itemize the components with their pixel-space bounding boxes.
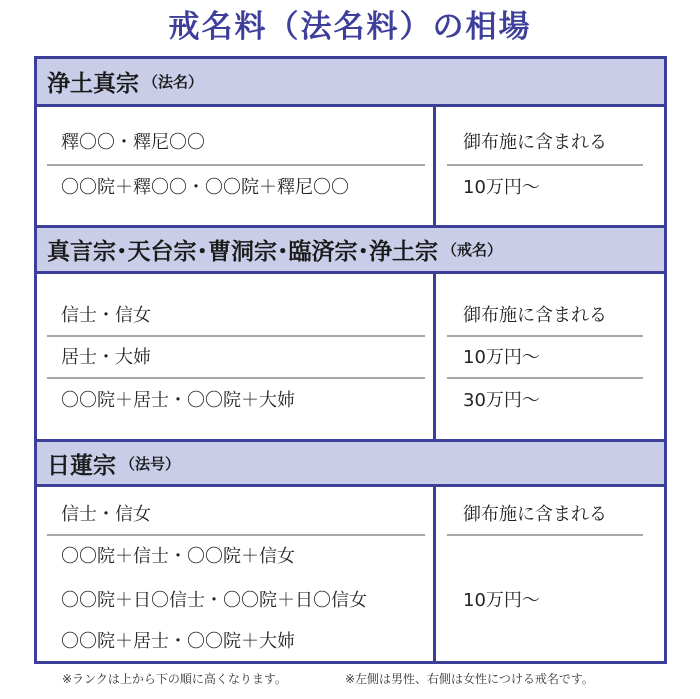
footnote-rank-order: ※ランクは上から下の順に高くなります。 xyxy=(62,672,287,686)
rank-cell: 釋〇〇・釋尼〇〇 xyxy=(61,132,205,153)
footnote-gender: ※左側は男性、右側は女性につける戒名です。 xyxy=(345,672,594,686)
price-table xyxy=(34,56,667,664)
section-header-nichiren xyxy=(37,442,664,484)
price-cell: 御布施に含まれる xyxy=(463,504,607,525)
column-divider xyxy=(433,107,436,225)
price-cell: 30万円～ xyxy=(463,390,540,411)
rank-cell: 〇〇院＋居士・〇〇院＋大姉 xyxy=(61,390,295,411)
row-rule xyxy=(447,534,643,536)
section-name: 日蓮宗 xyxy=(47,452,116,479)
price-cell: 御布施に含まれる xyxy=(463,132,607,153)
row-rule xyxy=(447,335,643,337)
rank-cell: 信士・信女 xyxy=(61,504,151,525)
column-divider xyxy=(433,274,436,439)
divider xyxy=(37,484,664,487)
column-divider xyxy=(433,487,436,661)
price-cell: 10万円～ xyxy=(463,177,540,198)
section-type: （戒名） xyxy=(442,241,503,259)
row-rule xyxy=(47,377,425,379)
section-header-shingon-etc xyxy=(37,228,664,271)
section-type: （法号） xyxy=(120,454,181,473)
rank-cell: 〇〇院＋信士・〇〇院＋信女 xyxy=(61,546,295,567)
section-type: （法名） xyxy=(143,73,204,91)
price-cell: 10万円～ xyxy=(463,347,540,368)
section-name: 真言宗･天台宗･曹洞宗･臨済宗･浄土宗 xyxy=(47,239,438,265)
row-rule xyxy=(47,164,425,166)
price-cell: 御布施に含まれる xyxy=(463,305,607,326)
row-rule xyxy=(447,164,643,166)
divider xyxy=(37,271,664,274)
rank-cell: 信士・信女 xyxy=(61,305,151,326)
row-rule xyxy=(47,335,425,337)
rank-cell: 〇〇院＋釋〇〇・〇〇院＋釋尼〇〇 xyxy=(61,177,349,198)
row-rule xyxy=(47,534,425,536)
row-rule xyxy=(447,377,643,379)
rank-cell: 〇〇院＋日〇信士・〇〇院＋日〇信女 xyxy=(61,590,367,611)
section-name: 浄土真宗 xyxy=(47,71,139,97)
section-header-jodo-shinshu xyxy=(37,59,664,104)
page-title: 戒名料（法名料）の相場 xyxy=(168,9,532,45)
divider xyxy=(37,104,664,107)
rank-cell: 〇〇院＋居士・〇〇院＋大姉 xyxy=(61,631,295,652)
price-cell: 10万円～ xyxy=(463,590,540,611)
rank-cell: 居士・大姉 xyxy=(61,347,151,368)
